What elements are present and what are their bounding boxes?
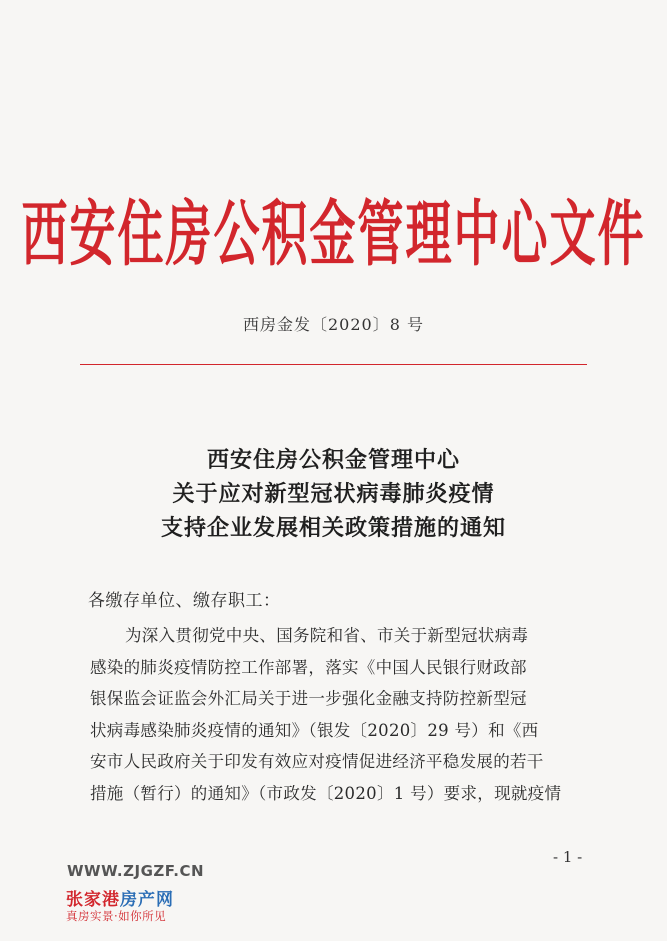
body-line-2: 感染的肺炎疫情防控工作部署，落实《中国人民银行财政部 xyxy=(90,657,527,677)
watermark-slogan: 真房实景·如你所见 xyxy=(66,909,167,923)
body-line-1: 为深入贯彻党中央、国务院和省、市关于新型冠状病毒 xyxy=(125,626,529,645)
watermark-url: WWW.ZJGZF.CN xyxy=(67,862,205,880)
watermark-logo xyxy=(66,885,174,910)
notice-title-line-3: 支持企业发展相关政策措施的通知 xyxy=(160,515,506,541)
body-paragraph xyxy=(90,620,600,809)
page-number: - 1 - xyxy=(553,848,583,866)
notice-title xyxy=(0,443,667,545)
notice-title-line-1: 西安住房公积金管理中心 xyxy=(206,447,460,473)
red-divider-line xyxy=(80,364,587,365)
body-line-6: 措施（暂行）的通知》（市政发〔2020〕1 号）要求，现就疫情 xyxy=(90,783,562,803)
notice-title-line-2: 关于应对新型冠状病毒肺炎疫情 xyxy=(172,481,495,507)
document-number: 西房金发〔2020〕8 号 xyxy=(243,315,424,334)
watermark-logo-part1: 张家港 xyxy=(66,890,120,910)
body-line-5: 安市人民政府关于印发有效应对疫情促进经济平稳发展的若干 xyxy=(90,752,544,771)
watermark-logo-part2: 房产网 xyxy=(120,890,174,910)
document-header-title: 西安住房公积金管理中心文件 xyxy=(21,191,646,276)
salutation: 各缴存单位、缴存职工： xyxy=(88,591,281,611)
body-line-3: 银保监会证监会外汇局关于进一步强化金融支持防控新型冠 xyxy=(90,689,527,708)
body-line-4: 状病毒感染肺炎疫情的通知》（银发〔2020〕29 号）和《西 xyxy=(90,720,539,740)
